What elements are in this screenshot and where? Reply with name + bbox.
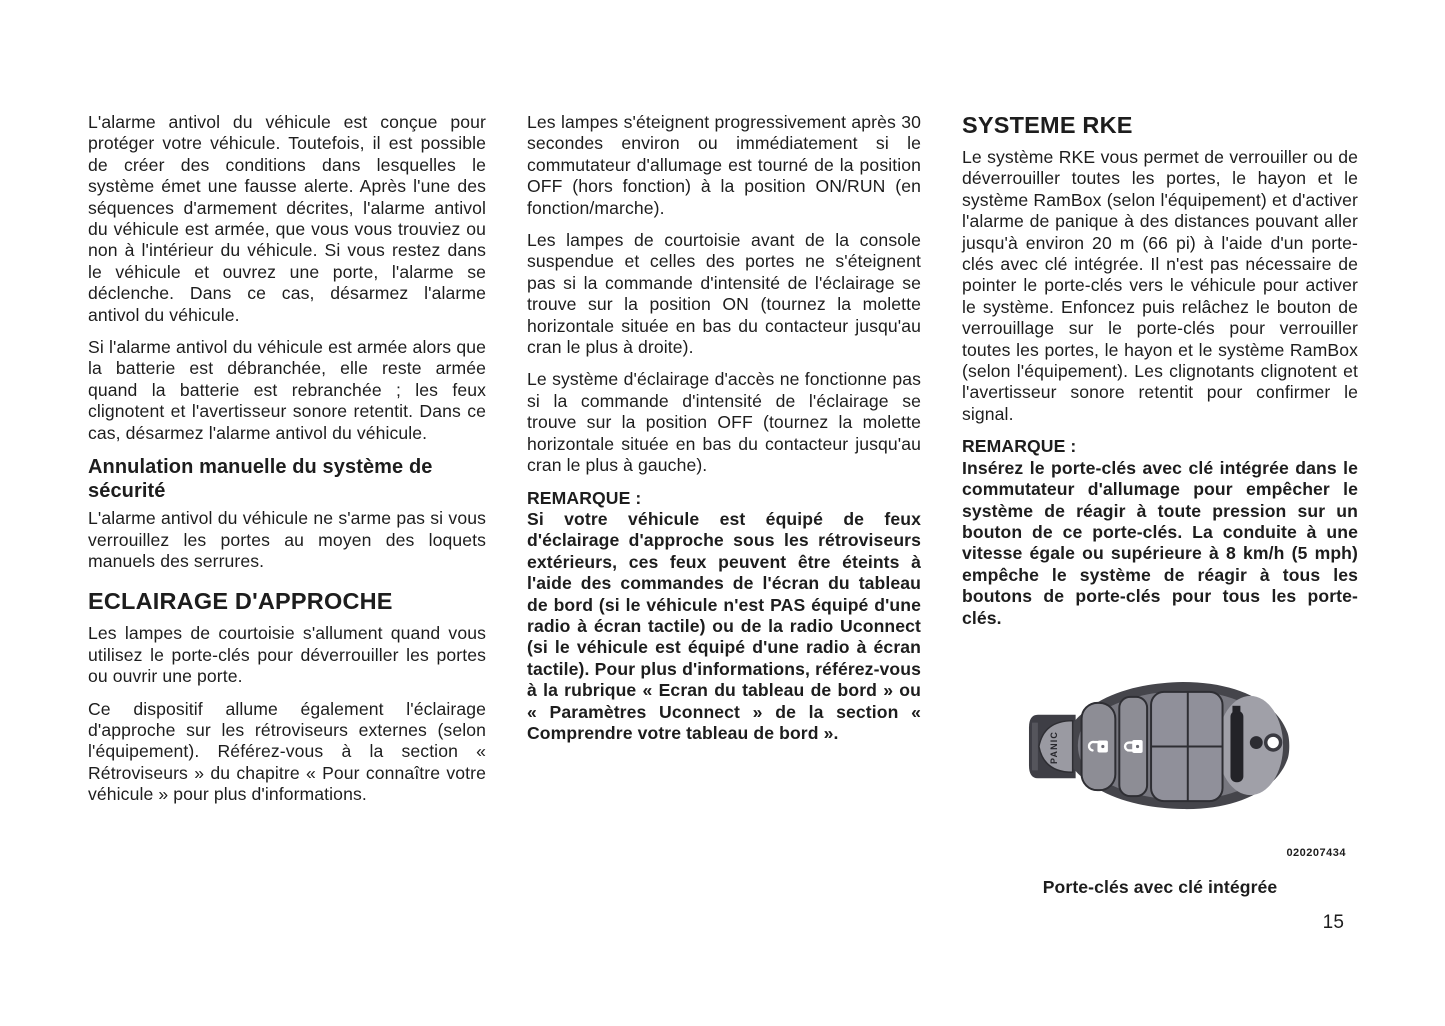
panel-buttons [1151,692,1222,801]
note-text: Si votre véhicule est équipé de feux d'éclairage d'approche sous les rétroviseurs extérieurs, ces feux peuvent être éteints à l'aide des commandes de l'écran du tableau de bord (si le véhicule n'est PAS équipé d'une radio à écran tactile) ou de la radio Uconnect (si le véhicule est équipé d'une radio à écran tactile). Pour plus d'informations, référez-vous à la rubrique « Ecran du tableau de bord » ou « Paramètres Uconnect » de la section « Comprendre votre tableau de bord ». [527,508,921,743]
key-fob-image [1026,679,1294,813]
paragraph: Le système RKE vous permet de verrouiller ou de déverrouiller toutes les portes, le hayon et le système RamBox (selon l'équipement) et d'activer l'alarme de panique à des distances pouvant aller jusqu'à environ 20 m (66 pi) à l'aide d'un porte-clés avec clé intégrée. Il n'est pas nécessaire de pointer le porte-clés vers le véhicule pour activer le système. Enfoncez puis relâchez le bouton de verrouillage sur le porte-clés pour verrouiller toutes les portes, le hayon et le système RamBox (selon l'équipement). Les clignotants clignotent et l'avertisseur sonore retentit pour confirmer le signal. [962,147,1358,424]
section-heading: SYSTEME RKE [962,112,1133,138]
paragraph: Si l'alarme antivol du véhicule est armée alors que la batterie est débranchée, elle reste armée quand la batterie est rebranchée ; les feux clignotent et l'avertisseur sonore retentit. Dans ce cas, désarmez l'alarme antivol du véhicule. [88,337,486,443]
paragraph: Les lampes de courtoisie s'allument quand vous utilisez le porte-clés pour déverrouiller les portes ou ouvrir une porte. [88,623,486,687]
subsection-heading: Annulation manuelle du système de sécurité [88,456,433,502]
paragraph: L'alarme antivol du véhicule est conçue pour protéger votre véhicule. Toutefois, il est possible de créer des conditions dans lesquelles le système émet une fausse alerte. Après l'une des séquences d'armement décrites, l'alarme antivol du véhicule est armée, que vous vous trouviez ou non à l'intérieur du véhicule. Si vous restez dans le véhicule et ouvrez une porte, l'alarme se déclenche. Dans ce cas, désarmez l'alarme antivol du véhicule. [88,112,486,325]
note-text: Insérez le porte-clés avec clé intégrée dans le commutateur d'allumage pour empêcher le système de réagir à toute pression sur un bouton de ce porte-clés. La conduite à une vitesse égale ou supérieure à 8 km/h (5 mph) empêche le système de réagir à tous les boutons de porte-clés pour tous les porte-clés. [962,457,1358,628]
key-release-slot [1230,706,1243,782]
paragraph: Les lampes s'éteignent progressivement après 30 secondes environ ou immédiatement si le commutateur d'allumage est tourné de la position OFF (hors fonction) à la position ON/RUN (en fonction/marche). [527,112,921,218]
figure-caption: Porte-clés avec clé intégrée [1042,877,1278,898]
figure-code: 020207434 [1286,846,1346,859]
release-button [1250,736,1263,749]
note-label: REMARQUE : [962,436,1077,457]
column-1 [88,112,486,817]
key-fob-figure [962,679,1358,933]
column-3 [962,112,1358,933]
paragraph: Le système d'éclairage d'accès ne fonctionne pas si la commande d'intensité de l'éclairage se trouve sur la position OFF (tournez la molette horizontale située en bas du contacteur jusqu'au cran le plus à gauche). [527,369,921,476]
unlock-button [1082,703,1116,790]
paragraph: L'alarme antivol du véhicule ne s'arme pas si vous verrouillez les portes au moyen des loquets manuels des serrures. [88,508,486,571]
panic-label: PANIC [1048,730,1059,764]
column-2 [527,112,921,755]
page-number: 15 [1322,911,1344,933]
paragraph: Les lampes de courtoisie avant de la console suspendue et celles des portes ne s'éteignent pas si la commande d'intensité de l'éclairage se trouve sur la position ON (tournez la molette horizontale située en bas du contacteur jusqu'au cran le plus à droite). [527,230,921,358]
paragraph: Ce dispositif allume également l'éclairage d'approche sur les rétroviseurs externes (selon l'équipement). Référez-vous à la section « Rétroviseurs » du chapitre « Pour connaître votre véhicule » pour plus d'informations. [88,698,486,805]
section-heading: ECLAIRAGE D'APPROCHE [88,588,393,615]
note-label: REMARQUE : [527,487,642,508]
lock-button [1119,697,1147,796]
keyring-hole [1266,735,1281,750]
